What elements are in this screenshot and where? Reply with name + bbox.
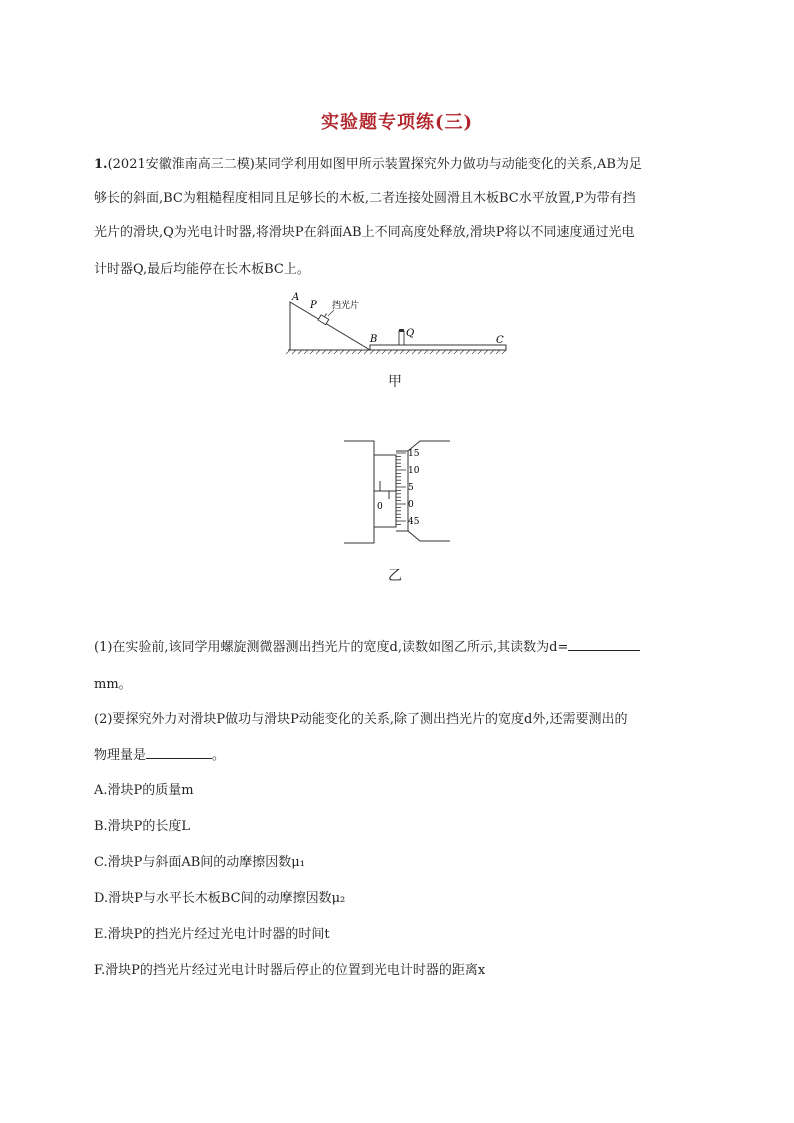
question-line-1 xyxy=(94,153,642,172)
figure-yi-caption: 乙 xyxy=(388,568,402,584)
thimble-tick-10: 10 xyxy=(408,466,420,476)
label-Q: Q xyxy=(406,328,415,339)
thimble-tick-5: 5 xyxy=(408,483,414,493)
label-B: B xyxy=(370,334,378,345)
sleeve-zero: 0 xyxy=(377,502,383,512)
label-A: A xyxy=(292,292,300,303)
option-e: E.滑块P的挡光片经过光电计时器的时间t xyxy=(94,927,330,942)
part2-line-1: (2)要探究外力对滑块P做功与滑块P动能变化的关系,除了测出挡光片的宽度d外,还需要测出的 xyxy=(94,712,628,727)
part1-text: (1)在实验前,该同学用螺旋测微器测出挡光片的宽度d,读数如图乙所示,其读数为d= xyxy=(94,640,569,655)
option-d: D.滑块P与水平长木板BC间的动摩擦因数μ₂ xyxy=(94,891,346,906)
thimble-tick-0: 0 xyxy=(408,500,414,510)
option-b: B.滑块P的长度L xyxy=(94,819,191,834)
figure-incline-apparatus xyxy=(280,288,520,368)
label-C: C xyxy=(496,335,504,346)
option-a: A.滑块P的质量m xyxy=(94,783,194,798)
question-line-2: 够长的斜面,BC为粗糙程度相同且足够长的木板,二者连接处圆滑且木板BC水平放置,P为带有挡 xyxy=(94,191,636,206)
question-text-1: (2021安徽淮南高三二模)某同学利用如图甲所示装置探究外力做功与动能变化的关系,AB为足 xyxy=(107,157,642,172)
part2-end: 。 xyxy=(212,748,226,763)
label-P: P xyxy=(310,300,317,311)
part1-line-2: mm。 xyxy=(94,677,132,692)
part1-line-1 xyxy=(94,636,640,655)
part2-text: 物理量是 xyxy=(94,748,147,763)
answer-blank-d[interactable] xyxy=(568,638,640,651)
question-number: 1. xyxy=(94,157,108,172)
photogate-Q xyxy=(399,331,404,345)
figure-jia-caption: 甲 xyxy=(388,374,402,390)
slider-P xyxy=(318,311,331,324)
thimble-tick-45: 45 xyxy=(408,517,420,527)
label-shade: 挡光片 xyxy=(332,301,360,311)
question-line-4: 计时器Q,最后均能停在长木板BC上。 xyxy=(94,262,310,277)
option-f: F.滑块P的挡光片经过光电计时器后停止的位置到光电计时器的距离x xyxy=(94,963,486,978)
page-title: 实验题专项练(三) xyxy=(320,112,474,133)
option-c: C.滑块P与斜面AB间的动摩擦因数μ₁ xyxy=(94,855,305,870)
question-line-3: 光片的滑块,Q为光电计时器,将滑块P在斜面AB上不同高度处释放,滑块P将以不同速度通过光电 xyxy=(94,225,635,240)
board-BC xyxy=(370,345,506,350)
figure-micrometer xyxy=(340,435,460,550)
part2-line-2 xyxy=(94,744,225,763)
answer-blank-quantity[interactable] xyxy=(146,746,212,759)
thimble-tick-15: 15 xyxy=(408,449,420,459)
